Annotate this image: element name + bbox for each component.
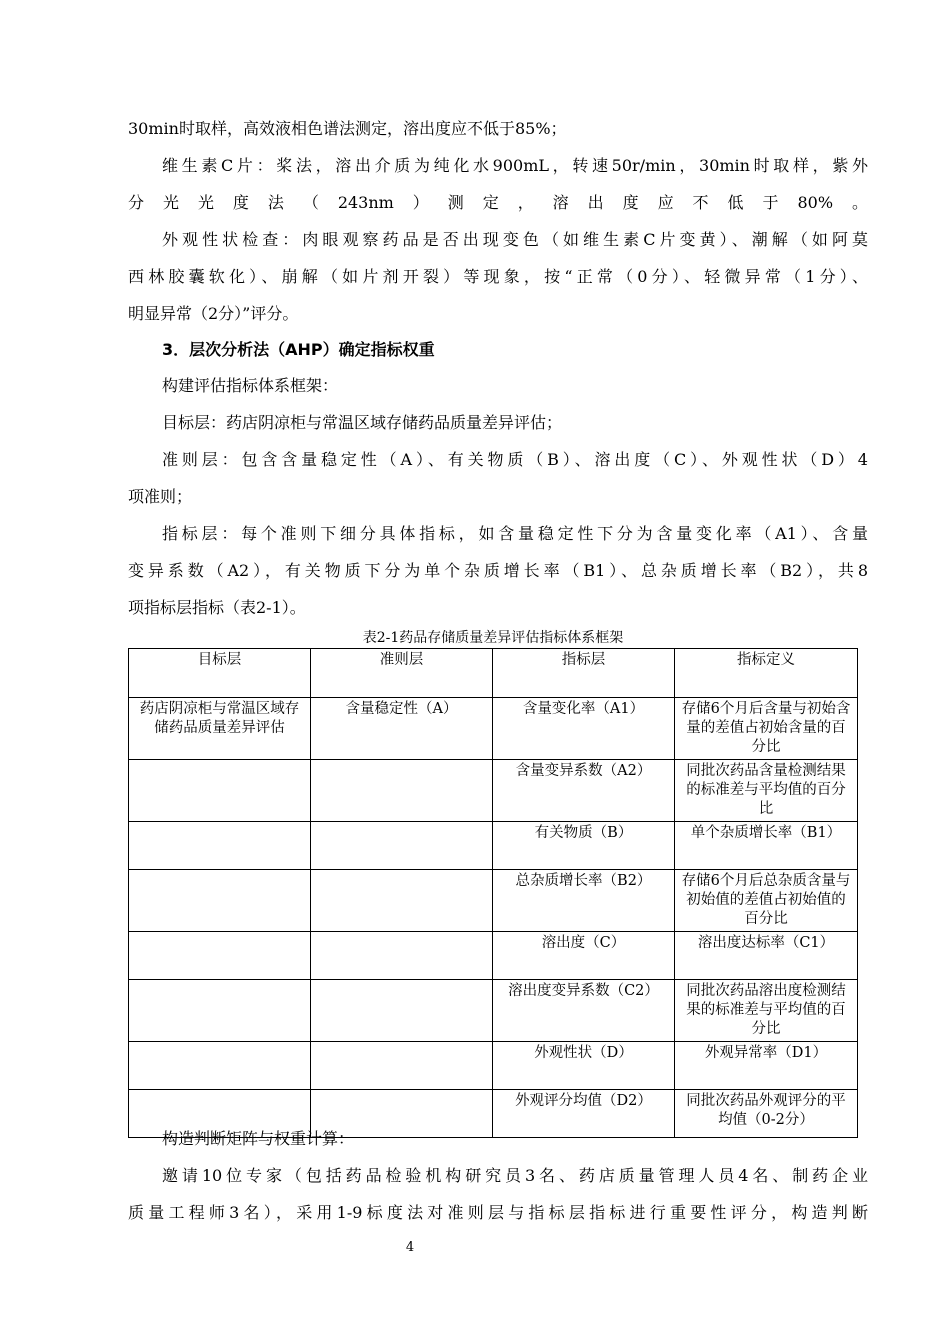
header-cell: 指标定义 <box>675 649 858 698</box>
table-cell: 同批次药品含量检测结果的标准差与平均值的百分比 <box>675 760 858 822</box>
table-caption: 表2-1药品存储质量差异评估指标体系框架 <box>362 630 624 646</box>
paragraph-line: 变异系数（A2），有关物质下分为单个杂质增长率（B1）、总杂质增长率（B2），共8 <box>128 561 868 580</box>
table-cell <box>311 870 493 932</box>
paragraph-line: 项指标层指标（表2-1）。 <box>128 598 306 617</box>
header-cell: 准则层 <box>311 649 493 698</box>
paragraph-line: 维生素C片：桨法，溶出介质为纯化水900mL，转速50r/min，30min时取样，紫外 <box>162 156 868 175</box>
table-cell: 药店阴凉柜与常温区域存储药品质量差异评估 <box>129 698 311 760</box>
table-cell <box>129 932 311 980</box>
table-cell: 含量变化率（A1） <box>493 698 675 760</box>
table-cell <box>311 822 493 870</box>
table-cell: 单个杂质增长率（B1） <box>675 822 858 870</box>
table-cell <box>129 822 311 870</box>
table-cell: 溶出度（C） <box>493 932 675 980</box>
table-header-row <box>129 649 858 698</box>
table-cell: 同批次药品外观评分的平均值（0-2分） <box>675 1090 858 1138</box>
table-cell: 外观性状（D） <box>493 1042 675 1090</box>
paragraph-line: 外观性状检查：肉眼观察药品是否出现变色（如维生素C片变黄）、潮解（如阿莫 <box>162 230 868 249</box>
header-cell: 指标层 <box>493 649 675 698</box>
paragraph-line: 准则层：包含含量稳定性（A）、有关物质（B）、溶出度（C）、外观性状（D）4 <box>162 450 868 469</box>
table-cell: 溶出度变异系数（C2） <box>493 980 675 1042</box>
paragraph-line: 分光光度法（243nm）测定，溶出度应不低于80%。 <box>128 193 868 212</box>
table-cell: 存储6个月后含量与初始含量的差值占初始含量的百分比 <box>675 698 858 760</box>
indicator-table <box>128 648 858 1138</box>
paragraph-line: 邀请10位专家（包括药品检验机构研究员3名、药店质量管理人员4名、制药企业 <box>162 1166 868 1185</box>
paragraph-line: 构建评估指标体系框架： <box>162 376 339 395</box>
table-cell <box>129 1042 311 1090</box>
header-cell: 目标层 <box>129 649 311 698</box>
paragraph-line: 项准则； <box>128 487 193 506</box>
table-row <box>129 822 858 870</box>
table-row <box>129 932 858 980</box>
paragraph-line: 西林胶囊软化）、崩解（如片剂开裂）等现象，按“正常（0分）、轻微异常（1分）、 <box>128 267 868 286</box>
table-cell: 存储6个月后总杂质含量与初始值的差值占初始值的百分比 <box>675 870 858 932</box>
section-heading: 3．层次分析法（AHP）确定指标权重 <box>162 340 435 359</box>
paragraph-line: 质量工程师3名），采用1-9标度法对准则层与指标层指标进行重要性评分，构造判断 <box>128 1203 868 1222</box>
page-number: 4 <box>405 1240 415 1255</box>
table-row <box>129 980 858 1042</box>
table-cell <box>311 932 493 980</box>
table-cell: 含量变异系数（A2） <box>493 760 675 822</box>
table-cell <box>311 760 493 822</box>
paragraph-line: 指标层：每个准则下细分具体指标，如含量稳定性下分为含量变化率（A1）、含量 <box>162 524 868 543</box>
table-cell: 外观评分均值（D2） <box>493 1090 675 1138</box>
table-cell: 含量稳定性（A） <box>311 698 493 760</box>
table-row <box>129 698 858 760</box>
table-cell: 外观异常率（D1） <box>675 1042 858 1090</box>
table-row <box>129 870 858 932</box>
paragraph-line: 30min时取样，高效液相色谱法测定，溶出度应不低于85%； <box>128 119 567 138</box>
table-cell <box>311 980 493 1042</box>
table-cell: 有关物质（B） <box>493 822 675 870</box>
paragraph-line: 构造判断矩阵与权重计算： <box>162 1129 355 1148</box>
table-row <box>129 760 858 822</box>
table-cell: 溶出度达标率（C1） <box>675 932 858 980</box>
table-cell <box>129 870 311 932</box>
table-cell <box>129 980 311 1042</box>
table-cell <box>129 760 311 822</box>
table-cell <box>311 1042 493 1090</box>
table-row <box>129 1042 858 1090</box>
table-cell: 同批次药品溶出度检测结果的标准差与平均值的百分比 <box>675 980 858 1042</box>
paragraph-line: 明显异常（2分）”评分。 <box>128 304 299 323</box>
paragraph-line: 目标层：药店阴凉柜与常温区域存储药品质量差异评估； <box>162 413 563 432</box>
table-cell: 总杂质增长率（B2） <box>493 870 675 932</box>
